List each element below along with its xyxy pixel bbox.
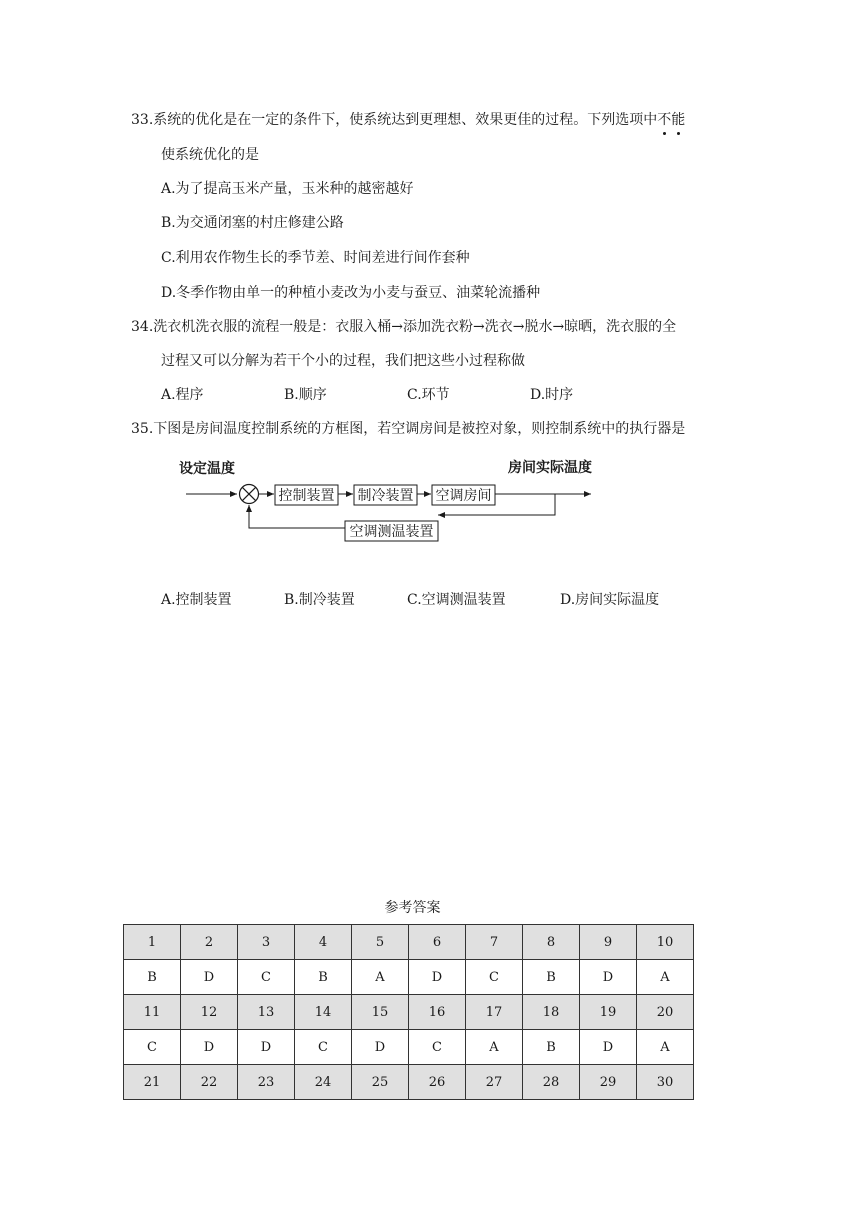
feedback-arrow-out <box>249 505 345 528</box>
table-cell: D <box>238 1030 295 1065</box>
q35-option-c: C.空调测温装置 <box>407 592 506 608</box>
answer-key-title: 参考答案 <box>384 900 441 916</box>
table-cell: 20 <box>637 995 694 1030</box>
table-cell: C <box>409 1030 466 1065</box>
table-cell: 26 <box>409 1065 466 1100</box>
table-cell: 22 <box>181 1065 238 1100</box>
q35-option-a: A.控制装置 <box>161 592 232 608</box>
output-label: 房间实际温度 <box>508 460 592 476</box>
table-cell: 27 <box>466 1065 523 1100</box>
table-cell: 24 <box>295 1065 352 1100</box>
sensor-box-label: 空调测温装置 <box>349 524 434 540</box>
table-cell: C <box>238 960 295 995</box>
q33-stem-line2: 使系统优化的是 <box>161 147 259 163</box>
table-cell: 23 <box>238 1065 295 1100</box>
table-cell: 3 <box>238 925 295 960</box>
table-cell: 29 <box>580 1065 637 1100</box>
table-row <box>124 1065 694 1100</box>
table-cell: 12 <box>181 995 238 1030</box>
table-cell: A <box>352 960 409 995</box>
table-cell: 16 <box>409 995 466 1030</box>
table-cell: 10 <box>637 925 694 960</box>
answer-key-table <box>123 924 694 1100</box>
table-cell: A <box>637 960 694 995</box>
q33-stem-line1 <box>131 110 685 130</box>
table-cell: B <box>523 960 580 995</box>
table-cell: 19 <box>580 995 637 1030</box>
table-cell: 28 <box>523 1065 580 1100</box>
table-cell: 18 <box>523 995 580 1030</box>
table-cell: B <box>523 1030 580 1065</box>
table-cell: C <box>466 960 523 995</box>
table-cell: 15 <box>352 995 409 1030</box>
table-cell: 25 <box>352 1065 409 1100</box>
q34-stem-line2: 过程又可以分解为若干个小的过程，我们把这些小过程称做 <box>161 353 525 369</box>
q33-option-a: A.为了提高玉米产量，玉米种的越密越好 <box>161 181 414 197</box>
table-cell: 30 <box>637 1065 694 1100</box>
table-row <box>124 960 694 995</box>
table-cell: D <box>181 960 238 995</box>
q33-option-b: B.为交通闭塞的村庄修建公路 <box>161 215 344 231</box>
q33-emphasis-char-1: 不 <box>657 110 671 130</box>
emphasis-dot-icon <box>663 132 666 135</box>
q35-stem: 35.下图是房间温度控制系统的方框图，若空调房间是被控对象，则控制系统中的执行器是 <box>131 421 686 437</box>
table-cell: B <box>295 960 352 995</box>
table-cell: D <box>352 1030 409 1065</box>
q35-option-b: B.制冷装置 <box>284 592 355 608</box>
room-box-label: 空调房间 <box>435 488 492 504</box>
table-cell: D <box>181 1030 238 1065</box>
table-cell: 1 <box>124 925 181 960</box>
table-cell: B <box>124 960 181 995</box>
table-cell: 21 <box>124 1065 181 1100</box>
table-row <box>124 995 694 1030</box>
table-cell: 6 <box>409 925 466 960</box>
table-row <box>124 925 694 960</box>
table-cell: 17 <box>466 995 523 1030</box>
q34-option-b: B.顺序 <box>284 387 327 403</box>
table-cell: D <box>409 960 466 995</box>
table-cell: 7 <box>466 925 523 960</box>
input-label: 设定温度 <box>179 461 235 477</box>
q33-emphasis-char-2: 能 <box>671 110 685 130</box>
table-cell: A <box>466 1030 523 1065</box>
q33-option-d: D.冬季作物由单一的种植小麦改为小麦与蚕豆、油菜轮流播种 <box>161 285 541 301</box>
table-cell: D <box>580 960 637 995</box>
table-cell: C <box>295 1030 352 1065</box>
q33-option-c: C.利用农作物生长的季节差、时间差进行间作套种 <box>161 250 470 266</box>
q34-option-a: A.程序 <box>161 387 204 403</box>
cooler-box-label: 制冷装置 <box>357 488 414 504</box>
emphasis-dot-icon <box>677 132 680 135</box>
temperature-control-block-diagram <box>170 452 610 552</box>
table-cell: 2 <box>181 925 238 960</box>
q35-option-d: D.房间实际温度 <box>560 592 660 608</box>
q33-stem-text: 33.系统的优化是在一定的条件下，使系统达到更理想、效果更佳的过程。下列选项中 <box>131 112 658 128</box>
table-cell: 11 <box>124 995 181 1030</box>
table-cell: D <box>580 1030 637 1065</box>
table-cell: 4 <box>295 925 352 960</box>
circle-x-icon <box>240 485 259 504</box>
q34-option-d: D.时序 <box>530 387 574 403</box>
controller-box-label: 控制装置 <box>278 488 335 504</box>
table-cell: A <box>637 1030 694 1065</box>
table-cell: 13 <box>238 995 295 1030</box>
table-cell: 14 <box>295 995 352 1030</box>
table-cell: 8 <box>523 925 580 960</box>
table-cell: 5 <box>352 925 409 960</box>
table-cell: C <box>124 1030 181 1065</box>
q34-option-c: C.环节 <box>407 387 450 403</box>
table-row <box>124 1030 694 1065</box>
table-cell: 9 <box>580 925 637 960</box>
q34-stem-line1: 34.洗衣机洗衣服的流程一般是：衣服入桶→添加洗衣粉→洗衣→脱水→晾晒，洗衣服的全 <box>131 319 677 335</box>
